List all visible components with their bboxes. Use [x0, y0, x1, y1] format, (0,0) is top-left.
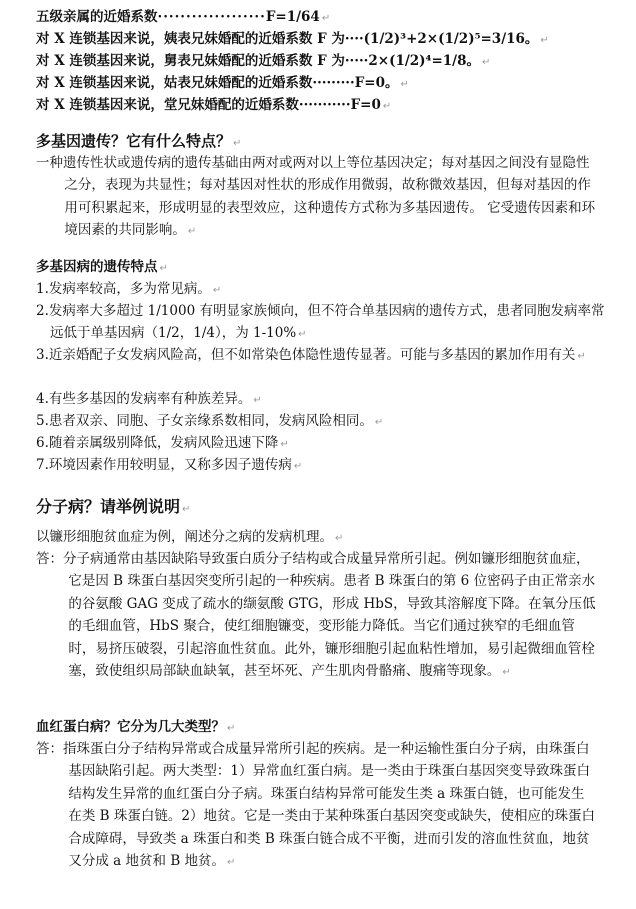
- feature-item-2: 2.发病率大多超过 1/1000 有明显家族倾向，但不符合单基因病的遗传方式，患者同胞发病率常远低于单基因病（1/2，1/4），为 1-10% ↵: [36, 303, 605, 341]
- kinship-line-3: 对 X 连锁基因来说，舅表兄妹婚配的近婚系数 F 为·····2×(1/2)⁴=1/8。 ↵: [36, 53, 491, 69]
- kinship-line-1: 五级亲属的近婚系数···················F=1/64 ↵: [36, 9, 331, 25]
- features-title: 多基因病的遗传特点 ↵: [36, 259, 168, 275]
- kinship-line-4: 对 X 连锁基因来说，姑表兄妹婚配的近婚系数·········F=0。 ↵: [36, 75, 409, 91]
- molecular-question: 以镰形细胞贫血症为例，阐述分之病的发病机理。 ↵: [36, 529, 344, 545]
- polygenic-body: 一种遗传性状或遗传病的遗传基础由两对或两对以上等位基因决定；每对基因之间没有显隐性之分，表现为共显性；每对基因对性状的形成作用微弱，故称微效基因，但每对基因的作用可积累起来，形成明显的表型效应，这种遗传方式称为多基因遗传。 它受遗传因素和环境因素的共同影响。 ↵: [36, 155, 596, 239]
- kinship-line-2: 对 X 连锁基因来说，姨表兄妹婚配的近婚系数 F 为····(1/2)³+2×(1/2)⁵=3/16。 ↵: [36, 31, 549, 47]
- hemoglobin-answer: 答：指珠蛋白分子结构异常或合成量异常所引起的疾病。是一种运输性蛋白分子病，由珠蛋白基因缺陷引起。两大类型：1）异常血红蛋白病。是一类由于珠蛋白基因突变导致珠蛋白结构发生异常的血红蛋白分子病。珠蛋白结构异常可能发生类 a 珠蛋白链，也可能发生在类 B 珠蛋白链。2）地贫。它是一类由于某种珠蛋白基因突变或缺失，使相应的珠蛋白合成障碍，导致类 a 珠蛋白和类 B 珠蛋白链合成不平衡，进而引发的溶血性贫血，地贫又分成 a 地贫和 B 地贫。 ↵: [36, 741, 595, 870]
- molecular-title: 分子病？请举例说明 ↵: [36, 497, 191, 516]
- hemoglobin-title: 血红蛋白病？它分为几大类型？ ↵: [36, 719, 236, 735]
- feature-item-5: 5.患者双亲、同胞、子女亲缘系数相同，发病风险相同。 ↵: [36, 413, 384, 429]
- feature-item-3: 3.近亲婚配子女发病风险高，但不如常染色体隐性遗传显著。可能与多基因的累加作用有关 ↵: [36, 347, 586, 363]
- feature-item-4: 4.有些多基因的发病率有种族差异。 ↵: [36, 391, 262, 407]
- polygenic-title: 多基因遗传？它有什么特点？ ↵: [36, 132, 242, 150]
- feature-item-1: 1.发病率较高，多为常见病。 ↵: [36, 281, 222, 297]
- kinship-line-5: 对 X 连锁基因来说，堂兄妹婚配的近婚系数···········F=0 ↵: [36, 97, 392, 113]
- molecular-answer: 答：分子病通常由基因缺陷导致蛋白质分子结构或合成量异常所引起。例如镰形细胞贫血症，它是因 B 珠蛋白基因突变所引起的一种疾病。患者 B 珠蛋白的第 6 位密码子由正常亲水的谷氨酸 GAG 变成了疏水的缬氨酸 GTG，形成 HbS，导致其溶解度下降。在氧分压低的毛细血管，HbS 聚合，使红细胞镰变，变形能力降低。当它们通过狭窄的毛细血管时，易挤压破裂，引起溶血性贫血。此外，镰形细胞引起血粘性增加，易引起微细血管栓塞，致使组织局部缺血缺氧，甚至坏死、产生肌肉骨骼痛、腹痛等现象。 ↵: [36, 551, 596, 680]
- feature-item-6: 6.随着亲属级别降低，发病风险迅速下降 ↵: [36, 435, 289, 451]
- feature-item-7: 7.环境因素作用较明显，又称多因子遗传病 ↵: [36, 457, 303, 473]
